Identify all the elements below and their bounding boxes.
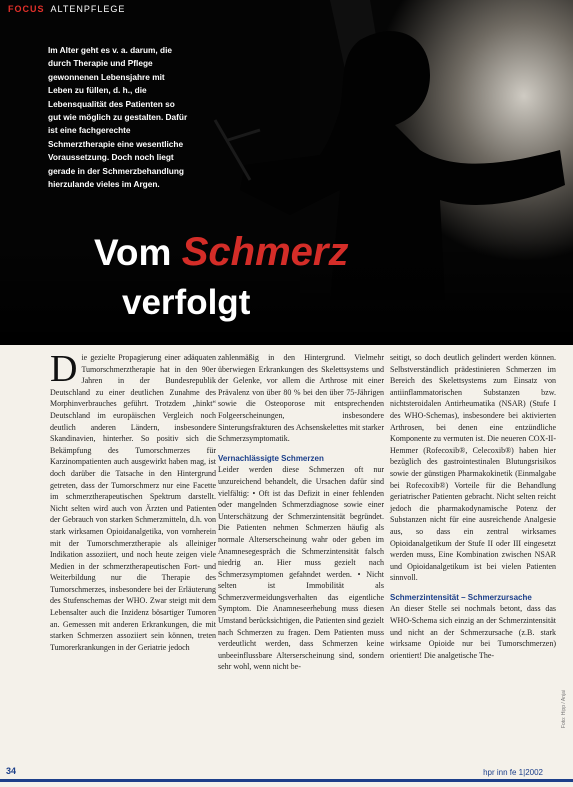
section-name: ALTENPFLEGE xyxy=(50,4,126,14)
title-part1: Vom xyxy=(94,232,182,273)
hero-photo xyxy=(0,0,573,345)
article-title-line2: verfolgt xyxy=(122,283,251,322)
text-column-3 xyxy=(390,352,556,661)
body-text: ie gezielte Propagierung einer adäquaten Tumorschmerztherapie hat in den 90er Jahren in der Bundesrepublik Deutschland zu einer deutlichen Zunahme des Morphinverbrauches geführt. Trotzdem „hinkt“ Deutschland im europäischen Vergleich noch deutlich anderen Ländern, insbesondere Skandinavien, hinterher. So positiv sich die Bekämpfung des Tumorschmerzes für Karzinompatienten auch ausgewirkt haben mag, ist doch darüber die Tatsache in den Hintergrund getreten, dass der Tumorschmerz nur eine Facette im schmerztherapeutischen Spektrum darstellt. Nicht selten wird auch von Ärzten und Patienten der Gebrauch von starken Schmerzmitteln, d.h. von stark wirksamen Opioidanalgetika, von vornherein mit der Tumorschmerztherapie als alleiniger Indikation assoziiert, und noch heute zeigen viele Medien in der schmerztherapeutischen Fort- und Weiterbildung nur die Therapie des Tumorschmerzes, insbesondere bei der Erläuterung des Stufenschemas der WHO. Zwar steigt mit dem Lebensalter auch die Inzidenz bösartiger Tumoren an. Gemessen mit anderen Erkrankungen, die mit starken Schmerzen assoziiert sein können, treten Tumorerkrankungen in der Geriatrie jedoch xyxy=(50,353,216,652)
section-kicker xyxy=(8,4,125,14)
journal-name: hpr inn fe 1|2002 xyxy=(483,768,543,777)
title-part2: Schmerz xyxy=(181,230,349,274)
subheading: Schmerzintensität – Schmerzursache xyxy=(390,592,532,602)
lead-paragraph: Im Alter geht es v. a. darum, die durch Therapie und Pflege gewonnenen Lebensjahre mit Leben zu füllen, d. h., die Lebensqualität des Patienten so gut wie möglich zu gestalten. Dafür ist eine fachgerechte Schmerztherapie eine wesentliche Voraussetzung. Doch noch liegt gerade in der Schmerzbehandlung hierzulande vieles im Argen. xyxy=(48,45,188,190)
body-text: seitigt, so doch deutlich gelindert werden können. Selbstverständlich prädestinieren Schmerzen im Bereich des Skelettsystems zum Einsatz von antiinflammatorischen Substanzen bzw. nichtsteroidalen Antirheumatika (NSAR) (Stufe I des WHO-Schemas), insbesondere bei aktivierten Arthrosen, bei denen eine entzündliche Komponente zu vermuten ist. Die neueren COX-II-Hemmer (Rofecoxib®, Celecoxib®) haben hier bezüglich des gastrointestinalen Blutungsrisikos sowie der günstigen Pharmakokinetik (Einmalgabe bei Rofecoxib®) Vorteile für die Behandlung geriatrischer Patienten gebracht. Nicht selten reicht jedoch die pharmakodynamische Potenz der Substanzen nicht für eine ausreichende Analgesie aus, so dass ein zentral wirksames Opioidanalgetikum der Stufe II oder III eingesetzt werden muss, Eine Kombination zwischen NSAR und Opioidanalgetikum ist bei vielen Patienten sinnvoll. xyxy=(390,353,556,583)
body-text: zahlenmäßig in den Hintergrund. Vielmehr überwiegen Erkrankungen des Skelettsystems und der Gelenke, vor allem die Arthrose mit einer Prävalenz von über 80 % bei den über 75-Jährigen sowie die Osteoporose mit entsprechenden Folgeerscheinungen, insbesondere Sinterungsfrakturen des Achsenskelettes mit starker Schmerzsymptomatik. xyxy=(218,353,384,444)
subheading: Vernachlässigte Schmerzen xyxy=(218,453,324,463)
page-number: 34 xyxy=(6,766,17,776)
article-title-line1 xyxy=(94,232,348,272)
body-text: Leider werden diese Schmerzen oft nur unzureichend behandelt, die Ursachen dafür sind vielfältig: • Oft ist das Defizit in einer fehlenden oder mangelnden Schmerzdiagnose sowie einer Unterschätzung der Schmerzintensität begründet. Die Patienten nehmen Schmerzen häufig als normale Alterserscheinung wahr oder geben im Anamnesegespräch die Schmerzintensität falsch niedrig an. Hier muss gezielt nach Schmerzsymptomen gefahndet werden. • Nicht selten ist Immobilität als Schmerzvermeidungsverhalten das eigentliche Symptom. Die Anamneseerhebung muss diesen Umstand berücksichtigen, die Patienten sind gezielt nach Schmerzen zu fragen. Dem Patienten muss verdeutlicht werden, dass Schmerzen keine unbeeinflussbare Alterserscheinung sind, sondern sehr wohl, wenn nicht be- xyxy=(218,465,384,672)
body-text: An dieser Stelle sei nochmals betont, dass das WHO-Schema sich einzig an der Schmerzintensität und nicht an der Schmerzursache (z.B. stark wirksame Opioide nur bei Tumorschmerzen) orientiert! Die analgetische The- xyxy=(390,604,556,660)
drop-cap: D xyxy=(50,348,78,390)
text-column-1 xyxy=(50,348,216,653)
text-column-2 xyxy=(218,352,384,673)
section-focus: FOCUS xyxy=(8,4,45,14)
footer-rule xyxy=(0,779,573,782)
photo-credit: Foto: Hipp / Anjai xyxy=(561,690,567,729)
